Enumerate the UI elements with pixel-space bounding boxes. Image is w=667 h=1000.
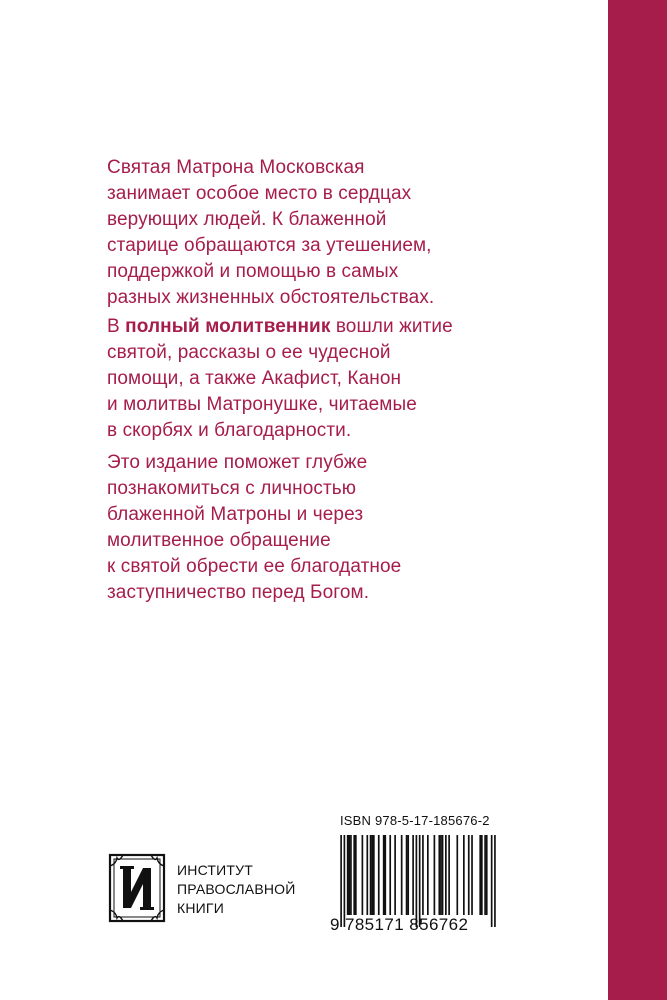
barcode-bar <box>371 835 373 915</box>
paragraph-line: заступничество перед Богом. <box>107 582 370 603</box>
paragraph-text: В <box>107 316 126 337</box>
barcode-bar <box>394 835 396 915</box>
barcode-bar <box>463 835 465 915</box>
barcode-bar <box>486 835 488 915</box>
barcode-bar <box>370 835 372 915</box>
paragraph-line: познакомиться с личностью <box>107 478 357 499</box>
institute-logo-icon <box>107 852 167 924</box>
description-paragraph-3 <box>107 450 527 606</box>
publisher-block <box>107 852 297 927</box>
barcode-bar <box>434 835 436 915</box>
barcode-bar <box>440 835 442 915</box>
publisher-name-line: КНИГИ <box>177 900 224 916</box>
barcode-bar <box>340 835 342 927</box>
barcode-bar <box>412 835 414 915</box>
barcode-bar <box>448 835 450 915</box>
barcode-bar <box>442 835 444 915</box>
isbn-number: ISBN 978-5-17-185676-2 <box>340 813 490 828</box>
barcode-bar <box>401 835 403 915</box>
barcode-bar <box>362 835 364 915</box>
barcode-bar <box>373 835 375 915</box>
barcode-bar <box>427 835 429 915</box>
barcode-bar <box>384 835 386 915</box>
description-paragraph-1 <box>107 155 527 311</box>
barcode-bar <box>494 835 496 927</box>
barcode-bar <box>406 835 408 915</box>
barcode-bars <box>337 835 499 927</box>
paragraph-line: Святая Матрона Московская <box>107 157 365 178</box>
paragraph-line: помощи, а также Акафист, Канон <box>107 368 402 389</box>
barcode-bar <box>389 835 391 915</box>
barcode-bar <box>471 835 473 915</box>
paragraph-line: старице обращаются за утешением, <box>107 235 432 256</box>
barcode-bar <box>353 835 355 915</box>
publisher-name-line: ИНСТИТУТ <box>177 862 254 878</box>
highlighted-title: полный молитвенник <box>125 316 331 337</box>
paragraph-line: поддержкой и помощью в самых <box>107 261 399 282</box>
barcode-bar <box>481 835 483 915</box>
barcode-bar <box>355 835 357 915</box>
barcode-digits: 9 785171 856762 <box>330 915 469 934</box>
barcode-bar <box>344 835 346 927</box>
barcode-block <box>330 813 502 943</box>
barcode-bar <box>468 835 470 915</box>
barcode-bar <box>407 835 409 915</box>
barcode-bar <box>366 835 368 915</box>
barcode-bar <box>491 835 493 927</box>
paragraph-line: блаженной Матроны и через <box>107 504 364 525</box>
barcode-bar <box>484 835 486 915</box>
barcode-bar <box>348 835 350 915</box>
barcode-bar <box>456 835 458 915</box>
paragraph-line: занимает особое место в сердцах <box>107 183 412 204</box>
barcode-bar <box>422 835 424 915</box>
barcode-bar <box>378 835 380 915</box>
paragraph-line <box>107 314 527 340</box>
barcode-bar <box>438 835 440 915</box>
publisher-name-line: ПРАВОСЛАВНОЙ <box>177 881 296 897</box>
barcode-bar <box>350 835 352 915</box>
barcode-bar <box>479 835 481 915</box>
paragraph-line: к святой обрести ее благодатное <box>107 556 402 577</box>
barcode-bar <box>419 835 421 927</box>
barcode-bar <box>347 835 349 915</box>
paragraph-line: и молитвы Матронушке, читаемые <box>107 394 417 415</box>
barcode-bar <box>383 835 385 915</box>
paragraph-line: Это издание поможет глубже <box>107 452 368 473</box>
paragraph-line: святой, рассказы о ее чудесной <box>107 342 391 363</box>
paragraph-line: молитвенное обращение <box>107 530 331 551</box>
publisher-name <box>177 861 296 918</box>
paragraph-line: разных жизненных обстоятельствах. <box>107 287 435 308</box>
barcode-bar <box>445 835 447 915</box>
description-paragraph-2 <box>107 314 527 444</box>
paragraph-line: верующих людей. К блаженной <box>107 209 387 230</box>
cover-spine-band <box>608 0 667 1000</box>
barcode-bar <box>416 835 418 927</box>
paragraph-line: в скорбях и благодарности. <box>107 420 352 441</box>
paragraph-text: вошли житие <box>330 316 453 337</box>
